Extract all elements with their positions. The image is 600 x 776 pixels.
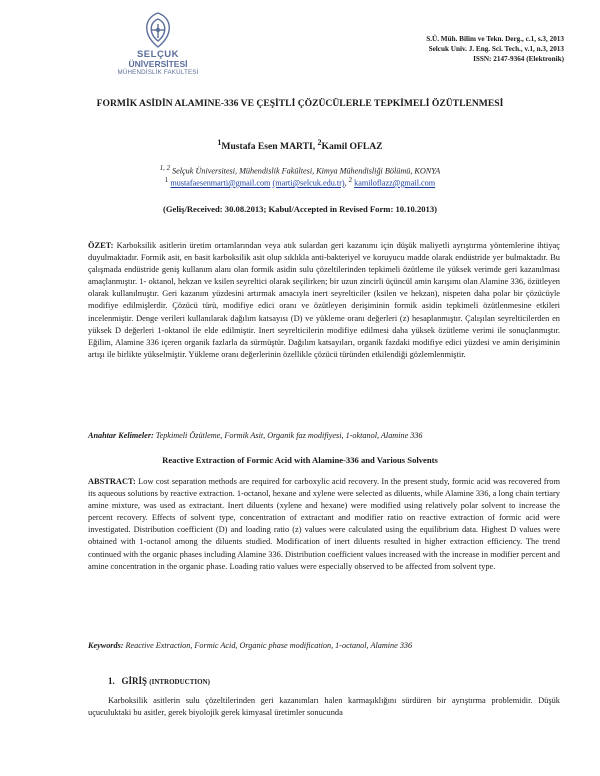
paper-title: FORMİK ASİDİN ALAMINE-336 VE ÇEŞİTLİ ÇÖZÜCÜLERLE TEPKİMELİ ÖZÜTLENMESİ (96, 98, 504, 109)
ozet-text: Karboksilik asitlerin üretim ortamlarından veya atık sulardan geri kazanımı için düşük maliyetli ayrıştırma yöntemlerine ihtiyaç duyulmaktadır. Formik asit, en basit karboksilik asit olup sıklıkla anti-bakteriyel ve koruyucu madde olarak endüstride yer bulmaktadır. Bu çalışmada endüstride geniş kullanım alanı olan formik asidin sulu çözeltilerinden tepkimeli özütleme ile yüksek verimde geri kazanılması amaçlanmıştır. 1- oktanol, hekzan ve ksilen seyreltici olarak seçilirken; bir uzun zincirli üçüncül amin karışımı olan Alamine 336, özütleyen olarak kullanılmıştır. Geri kazanım yüzdesini artırmak amacıyla inert seyrelticiler (ksilen ve hekzan), nispeten daha polar bir çözücüyle modifiye edilmişlerdir. Çözücü türü, modifiye edici oranı ve özütleyen derişiminin formik asidin tepkimeli özütlenmesine etkileri incelenmiştir. Denge verileri kullanılarak dağılım katsayısı (D) ve yükleme oranı değerleri (z) hesaplanmıştır. Çalışılan seyrelticilerden en yüksek D değerleri 1-oktanol ile elde edilmiştir. Inert seyrelticilerin modifiye edilmesi daha yüksek özütleme verimi ile sonuçlanmıştır. Eğilim, Alamine 336 içeren organik fazlarla da sürmüştür. Dağılım katsayıları, organik fazdaki modifiye edici yüzdesi ve amin derişiminin artışı ile birlikte yükselmiştir. Yükleme oranı değerlerinin özellikle çözücü türünden etkilendiği gözlemlenmiştir. (88, 241, 560, 359)
email-separator: , (344, 178, 349, 188)
abstract-text: Low cost separation methods are required for carboxylic acid recovery. In the present study, formic acid was recovered from its aqueous solutions by reactive extraction. 1-octanol, hexane and xylene were selected as diluents, while Alamine 336, a long chain tertiary amine mixture, was used as extractant. Inert diluents (xylene and hexane) were modified using relatively polar solvent to increase the percent recovery. Effects of solvent type, concentration of extractant and modifier ratio on reactive extraction of formic acid were investigated. Distribution coefficient (D) and loading ratio (z) values were calculated using the equilibrium data. Highest D values were obtained with 1-octanol among the diluents studied. Modification of inert diluents resulted in higher extraction efficiency. The trend continued with the organic phases including Alamine 336. Distribution coefficient values increased with the increase in modifier percent and amine concentration in the organic phase. Loading ratio values were especially observed to be affected from solvent type. (88, 477, 560, 571)
email-2-link[interactable]: kamiloflazz@gmail.com (354, 178, 436, 188)
english-title: Reactive Extraction of Formic Acid with Alamine-336 and Various Solvents (162, 455, 438, 465)
author-emails (40, 175, 560, 190)
logo-line-1: SELÇUK (136, 49, 180, 60)
author-2: Kamil OFLAZ (321, 141, 383, 153)
journal-issn: ISSN: 2147-9364 (Elektronik) (473, 55, 564, 63)
section-subtitle: (INTRODUCTION) (149, 678, 210, 686)
email-1-superscript: 1 (164, 177, 169, 184)
received-accepted-dates: (Geliş/Received: 30.08.2013; Kabul/Accepted in Revised Form: 10.10.2013) (162, 204, 437, 214)
email-2-superscript: 2 (348, 177, 353, 184)
keywords-label: Keywords: (88, 641, 124, 650)
section-title: GİRİŞ (121, 676, 148, 686)
university-logo (108, 10, 208, 77)
introduction-paragraph: Karboksilik asitlerin sulu çözeltilerinden geri kazanımları halen karmaşıklığını sürdüren bir ayrıştırma problemidir. Düşük uçuculuktaki bu asitler, gerek biyolojik gerek kimyasal üretimler sonucunda (88, 696, 560, 718)
affiliation-text: Selçuk Üniversitesi, Mühendislik Fakültesi, Kimya Mühendisliği Bölümü, KONYA (172, 166, 441, 176)
email-1-alt-link[interactable]: (marti@selcuk.edu.tr) (272, 178, 345, 188)
journal-line-1: S.Ü. Müh. Bilim ve Tekn. Derg., c.1, s.3, 2013 (426, 35, 564, 43)
abstract-label: ABSTRACT: (88, 477, 136, 486)
anahtar-text: Tepkimeli Özütleme, Formik Asit, Organik faz modifiyesi, 1-oktanol, Alamine 336 (153, 431, 423, 440)
keywords (88, 640, 560, 652)
keywords-text: Reactive Extraction, Formic Acid, Organic phase modification, 1-octanol, Alamine 336 (123, 641, 413, 650)
ozet-label: ÖZET: (88, 241, 114, 250)
ozet-paragraph (88, 240, 560, 361)
author-1: Mustafa Esen MARTI (221, 141, 313, 153)
journal-info (426, 34, 564, 64)
anahtar-kelimeler (88, 430, 560, 442)
email-1-link[interactable]: mustafaesenmarti@gmail.com (170, 178, 271, 188)
author-list (40, 138, 560, 152)
section-number: 1. (108, 676, 115, 686)
university-emblem-icon (136, 10, 180, 50)
journal-line-2: Selcuk Univ. J. Eng. Sci. Tech., v.1, n.3, 2013 (428, 45, 564, 53)
logo-line-2: ÜNİVERSİTESİ (128, 59, 188, 69)
abstract-paragraph (88, 476, 560, 573)
author-2-superscript: 2 (317, 138, 322, 147)
section-heading-introduction (108, 676, 210, 686)
affiliation-superscript: 1, 2 (159, 165, 170, 172)
logo-line-3: MÜHENDİSLİK FAKÜLTESİ (117, 69, 199, 76)
author-separator: , (312, 141, 318, 153)
author-1-superscript: 1 (217, 138, 222, 147)
anahtar-label: Anahtar Kelimeler: (88, 431, 154, 440)
